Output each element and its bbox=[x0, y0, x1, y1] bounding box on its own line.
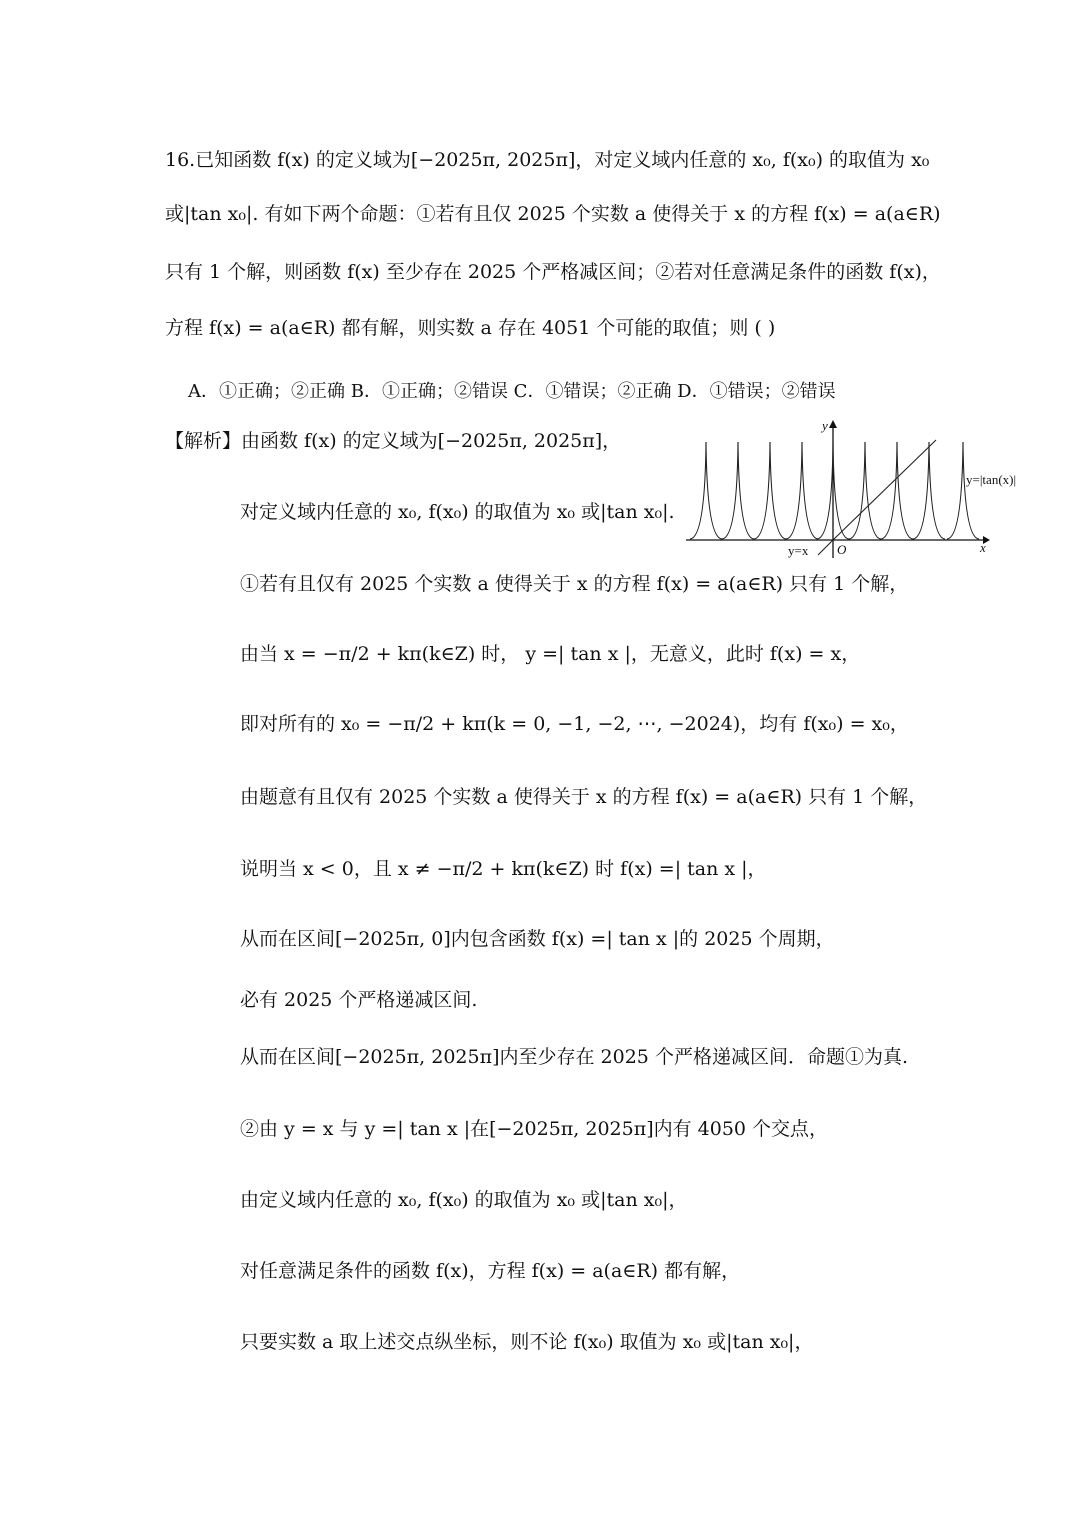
solution-line: 对定义域内任意的 x₀, f(x₀) 的取值为 x₀ 或|tan x₀|. bbox=[240, 501, 675, 523]
y-axis-arrow bbox=[829, 420, 837, 428]
tan-branch-left bbox=[849, 442, 865, 539]
tan-branch-left bbox=[722, 442, 738, 539]
tan-branch-right bbox=[865, 442, 881, 539]
tan-branch-right bbox=[833, 442, 849, 539]
tan-branch-left bbox=[690, 442, 706, 539]
solution-first-text: 由函数 f(x) 的定义域为[−2025π, 2025π]， bbox=[241, 430, 622, 452]
solution-line: 对任意满足条件的函数 f(x)，方程 f(x) = a(a∈R) 都有解， bbox=[240, 1260, 741, 1282]
tan-branch-left bbox=[754, 442, 770, 539]
line-label: y=x bbox=[788, 543, 809, 558]
curve-label: y=|tan(x)| bbox=[966, 472, 1017, 487]
solution-first-line bbox=[165, 427, 621, 455]
tan-branch-right bbox=[770, 442, 786, 539]
tan-branch-left bbox=[913, 442, 929, 539]
tan-branch-left bbox=[817, 442, 833, 539]
solution-line: 从而在区间[−2025π, 2025π]内至少存在 2025 个严格递减区间．命题①为真. bbox=[240, 1046, 908, 1068]
x-axis-label: x bbox=[980, 540, 986, 555]
tan-branch-right bbox=[738, 442, 754, 539]
tan-branch-left bbox=[947, 442, 963, 539]
solution-line: 只要实数 a 取上述交点纵坐标，则不论 f(x₀) 取值为 x₀ 或|tan x₀|， bbox=[240, 1331, 814, 1353]
tan-branch-left bbox=[786, 442, 802, 539]
solution-line: 即对所有的 x₀ = −π/2 + kπ(k = 0, −1, −2, ⋯, −2024)，均有 f(x₀) = x₀， bbox=[240, 713, 909, 735]
solution-line: ②由 y = x 与 y =| tan x |在[−2025π, 2025π]内有 4050 个交点， bbox=[240, 1118, 829, 1140]
question-line-3: 只有 1 个解，则函数 f(x) 至少存在 2025 个严格减区间；②若对任意满足条件的函数 f(x)， bbox=[165, 261, 941, 283]
answer-options: A．①正确；②正确 B．①正确；②错误 C．①错误；②正确 D．①错误；②错误 bbox=[188, 381, 836, 402]
tan-abs-curves bbox=[690, 442, 979, 539]
tan-graph bbox=[686, 418, 1017, 560]
solution-line: 从而在区间[−2025π, 0]内包含函数 f(x) =| tan x |的 2025 个周期， bbox=[240, 928, 835, 950]
tan-branch-right bbox=[706, 442, 722, 539]
solution-line: 由当 x = −π/2 + kπ(k∈Z) 时， y =| tan x |，无意义，此时 f(x) = x， bbox=[240, 643, 861, 665]
tan-branch-right bbox=[802, 442, 818, 539]
question-line-1: 16.已知函数 f(x) 的定义域为[−2025π, 2025π]，对定义域内任意的 x₀, f(x₀) 的取值为 x₀ bbox=[165, 149, 930, 171]
y-axis-label: y bbox=[822, 418, 828, 433]
solution-line: 由定义域内任意的 x₀, f(x₀) 的取值为 x₀ 或|tan x₀|， bbox=[240, 1189, 688, 1211]
question-line-2: 或|tan x₀|. 有如下两个命题：①若有且仅 2025 个实数 a 使得关于 x 的方程 f(x) = a(a∈R) bbox=[165, 203, 941, 225]
tan-branch-right bbox=[897, 442, 913, 539]
solution-line: 必有 2025 个严格递减区间. bbox=[240, 989, 478, 1011]
tan-branch-right bbox=[963, 442, 979, 539]
solution-line: 由题意有且仅有 2025 个实数 a 使得关于 x 的方程 f(x) = a(a∈R) 只有 1 个解， bbox=[240, 786, 928, 808]
solution-line: 说明当 x < 0，且 x ≠ −π/2 + kπ(k∈Z) 时 f(x) =| tan x |， bbox=[240, 858, 767, 880]
question-line-4: 方程 f(x) = a(a∈R) 都有解，则实数 a 存在 4051 个可能的取值；则 ( ) bbox=[165, 317, 776, 339]
line-y-equals-x-negative bbox=[818, 540, 833, 555]
solution-line: ①若有且仅有 2025 个实数 a 使得关于 x 的方程 f(x) = a(a∈R) 只有 1 个解， bbox=[240, 573, 909, 595]
line-y-equals-x bbox=[833, 440, 936, 540]
origin-label: O bbox=[837, 542, 847, 557]
solution-label: 【解析】 bbox=[165, 430, 242, 452]
tan-branch-right bbox=[929, 442, 945, 539]
